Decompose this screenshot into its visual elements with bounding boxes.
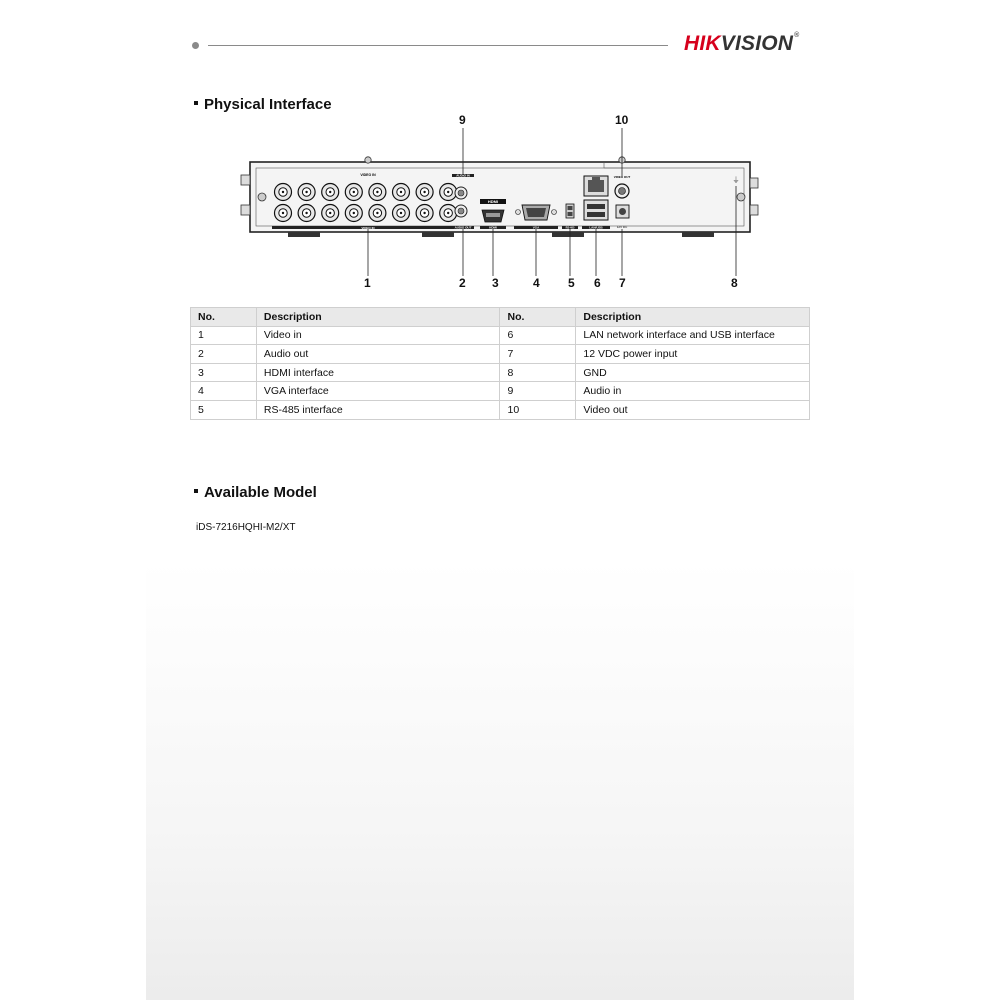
header-rule <box>208 45 668 46</box>
bnc-port <box>416 205 433 222</box>
table-cell: 6 <box>500 326 576 345</box>
panel-label-hdmi-top: HDMI <box>487 199 499 204</box>
panel-label-audio-out: AUDIO OUT <box>454 225 472 230</box>
table-cell: 7 <box>500 345 576 364</box>
table-cell: Audio out <box>256 345 500 364</box>
model-number: iDS-7216HQHI-M2/XT <box>196 522 296 533</box>
hikvision-logo <box>684 32 800 56</box>
panel-label-video-in: VIDEO IN <box>361 226 375 230</box>
bnc-port <box>322 205 339 222</box>
svg-text:⏚: ⏚ <box>732 176 740 184</box>
callout-4: 4 <box>533 276 540 290</box>
section-bullet <box>194 489 198 493</box>
table-header-description: Description <box>576 308 810 327</box>
logo-part-red: HIK <box>684 32 721 55</box>
table-row <box>191 345 810 364</box>
callout-9: 9 <box>459 113 466 127</box>
table-cell: Audio in <box>576 382 810 401</box>
section-title-available-model <box>194 484 317 501</box>
table-cell: LAN network interface and USB interface <box>576 326 810 345</box>
table-cell: 3 <box>191 363 257 382</box>
table-cell: 5 <box>191 400 257 419</box>
panel-label-audio-in: AUDIO IN <box>456 173 470 178</box>
panel-label-hdmi: HDMI <box>489 225 497 230</box>
bnc-port <box>345 184 362 201</box>
panel-label-lan-usb: LAN/USB <box>589 225 603 230</box>
bnc-port <box>322 184 339 201</box>
table-cell: 10 <box>500 400 576 419</box>
bnc-port <box>393 184 410 201</box>
bnc-port <box>440 184 457 201</box>
section-title-text: Physical Interface <box>204 96 332 113</box>
bnc-port <box>369 205 386 222</box>
panel-label-video-out: VIDEO OUT <box>613 175 631 179</box>
callout-1: 1 <box>364 276 371 290</box>
section-bullet <box>194 101 198 105</box>
table-cell: 9 <box>500 382 576 401</box>
table-cell: RS-485 interface <box>256 400 500 419</box>
callout-5: 5 <box>568 276 575 290</box>
table-row <box>191 363 810 382</box>
bnc-port <box>345 205 362 222</box>
panel-label-rs485: RS-485 <box>565 226 575 230</box>
logo-registered-mark: ® <box>794 32 800 39</box>
section-title-physical-interface <box>194 96 332 113</box>
callout-2: 2 <box>459 276 466 290</box>
logo-part-dark: VISION <box>720 32 794 55</box>
table-cell: GND <box>576 363 810 382</box>
gnd-terminal <box>733 176 740 184</box>
bnc-port <box>440 205 457 222</box>
table-row <box>191 326 810 345</box>
table-cell: VGA interface <box>256 382 500 401</box>
callout-7: 7 <box>619 276 626 290</box>
table-row <box>191 382 810 401</box>
callout-10: 10 <box>615 113 629 127</box>
bnc-port <box>298 205 315 222</box>
callout-3: 3 <box>492 276 499 290</box>
table-cell: 2 <box>191 345 257 364</box>
table-header-no: No. <box>191 308 257 327</box>
table-cell: Video out <box>576 400 810 419</box>
panel-label-vga: VGA <box>532 225 540 230</box>
header-dot <box>192 42 199 49</box>
bnc-port <box>369 184 386 201</box>
panel-label-video-in-top: VIDEO IN <box>360 173 376 177</box>
callout-6: 6 <box>594 276 601 290</box>
interface-table <box>190 307 810 420</box>
panel-label-power: 12V DC <box>616 225 628 229</box>
page-background-shade <box>146 560 854 1000</box>
section-title-text: Available Model <box>204 484 317 501</box>
table-cell: 4 <box>191 382 257 401</box>
table-cell: 1 <box>191 326 257 345</box>
bnc-port <box>393 205 410 222</box>
bnc-port <box>275 205 292 222</box>
chassis <box>241 157 758 237</box>
bnc-port <box>275 184 292 201</box>
callout-8: 8 <box>731 276 738 290</box>
table-row <box>191 400 810 419</box>
table-header-no: No. <box>500 308 576 327</box>
table-cell: 12 VDC power input <box>576 345 810 364</box>
table-cell: HDMI interface <box>256 363 500 382</box>
table-header-row <box>191 308 810 327</box>
table-header-description: Description <box>256 308 500 327</box>
table-cell: Video in <box>256 326 500 345</box>
table-cell: 8 <box>500 363 576 382</box>
bnc-port <box>416 184 433 201</box>
bnc-port <box>298 184 315 201</box>
